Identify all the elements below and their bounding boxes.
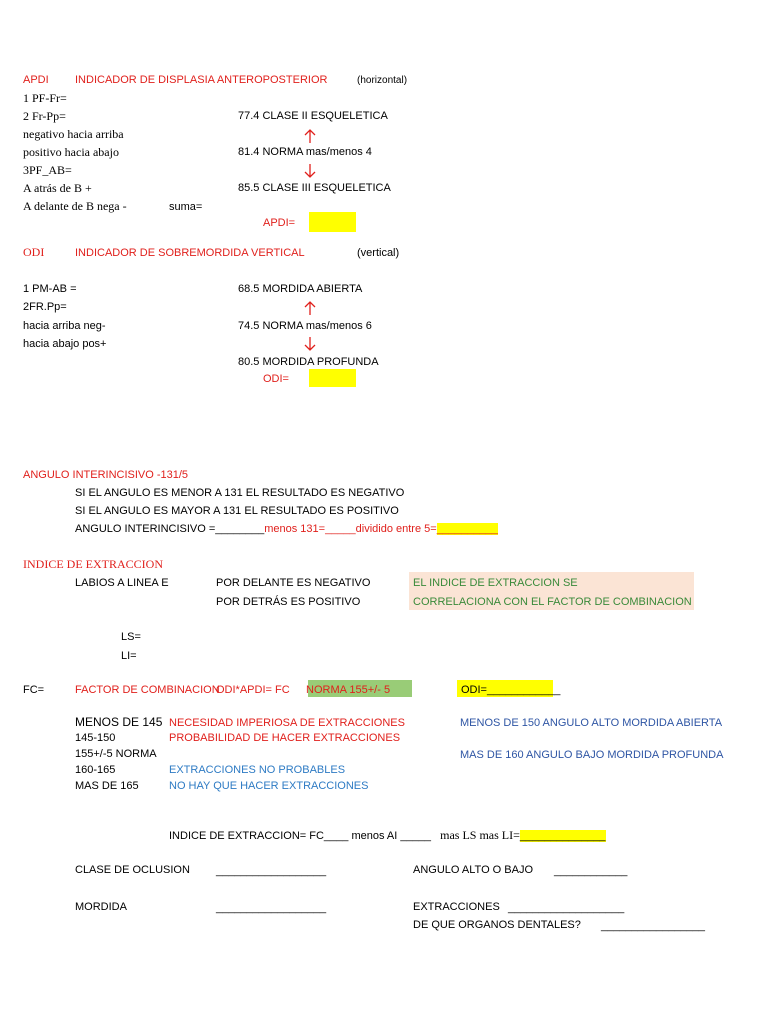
odi-result-label: ODI= [263,373,289,385]
angulo-label: ANGULO ALTO O BAJO [413,864,534,876]
fc-odi-text: ODI=____________ [461,684,561,696]
angulo-line-1: SI EL ANGULO ES MENOR A 131 EL RESULTADO ES NEGATIVO [75,487,405,499]
apdi-orientation: (horizontal) [357,75,408,86]
odi-line-1: 1 PM-AB = [23,283,77,295]
apdi-line-7: A delante de B nega - [23,199,127,213]
angulo-formula [75,522,498,536]
table-range-2: 145-150 [75,732,116,744]
apdi-result-label: APDI= [263,217,296,229]
organos-field[interactable]: _________________ [601,920,706,932]
organos-label: DE QUE ORGANOS DENTALES? [413,919,581,931]
odi-norm-3: 80.5 MORDIDA PROFUNDA [238,356,379,368]
apdi-norm-1: 77.4 CLASE II ESQUELETICA [238,110,388,122]
apdi-line-5: 3PF_AB= [23,163,72,177]
angulo-title: ANGULO INTERINCISIVO -131/5 [23,469,189,481]
arrow-up-icon [302,128,318,144]
angulo-field[interactable]: ____________ [554,865,628,877]
apdi-result-field[interactable] [309,212,356,232]
odi-orientation: (vertical) [357,247,400,259]
table-desc-1: NECESIDAD IMPERIOSA DE EXTRACCIONES [169,717,405,729]
apdi-line-3: negativo hacia arriba [23,127,124,141]
li-label: LI= [121,650,137,662]
indice-note-2: CORRELACIONA CON EL FACTOR DE COMBINACION [413,596,692,608]
table-desc-4: EXTRACCIONES NO PROBABLES [169,764,346,776]
table-range-3: 155+/-5 NORMA [75,748,157,760]
apdi-norm-3: 85.5 CLASE III ESQUELETICA [238,182,391,194]
apdi-line-4: positivo hacia abajo [23,145,119,159]
fc-formula: ODI*APDI= FC [216,684,290,696]
final-result-field[interactable]: ______________ [519,830,606,842]
apdi-suma: suma= [169,201,203,213]
odi-title: INDICADOR DE SOBREMORDIDA VERTICAL [75,247,305,259]
final-formula-b: mas LS mas LI= [440,828,520,842]
apdi-label: APDI [23,74,49,86]
por-delante-text: POR DELANTE ES NEGATIVO [216,577,371,589]
ls-label: LS= [121,631,141,643]
table-range-4: 160-165 [75,764,116,776]
fc-name: FACTOR DE COMBINACION [75,684,220,696]
angle-note-2: MAS DE 160 ANGULO BAJO MORDIDA PROFUNDA [460,749,724,761]
indice-note-1: EL INDICE DE EXTRACCION SE [413,577,578,589]
apdi-title: INDICADOR DE DISPLASIA ANTEROPOSTERIOR [75,74,328,86]
por-detras-text: POR DETRÁS ES POSITIVO [216,596,361,608]
odi-result-field[interactable] [309,369,356,387]
apdi-norm-2: 81.4 NORMA mas/menos 4 [238,146,372,158]
indice-title: INDICE DE EXTRACCION [23,557,163,571]
apdi-line-2: 2 Fr-Pp= [23,109,66,123]
mordida-label: MORDIDA [75,901,127,913]
angulo-formula-a: ANGULO INTERINCISIVO =________ [75,523,265,535]
odi-line-3: hacia arriba neg- [23,320,106,332]
odi-line-4: hacia abajo pos+ [23,338,107,350]
table-range-5: MAS DE 165 [75,780,139,792]
table-range-1: MENOS DE 145 [75,715,163,729]
extracciones-field[interactable]: ___________________ [508,902,625,914]
clase-label: CLASE DE OCLUSION [75,864,190,876]
odi-line-2: 2FR.Pp= [23,301,67,313]
table-desc-2: PROBABILIDAD DE HACER EXTRACCIONES [169,732,401,744]
extracciones-label: EXTRACCIONES [413,901,500,913]
table-desc-5: NO HAY QUE HACER EXTRACCIONES [169,780,369,792]
angulo-formula-b: menos 131=_____dividido entre 5= [264,523,437,535]
angulo-result-field[interactable]: __________ [436,523,498,535]
arrow-up-icon [302,300,318,316]
arrow-down-icon [302,163,318,179]
apdi-line-1: 1 PF-Fr= [23,91,67,105]
odi-norm-1: 68.5 MORDIDA ABIERTA [238,283,363,295]
angle-note-1: MENOS DE 150 ANGULO ALTO MORDIDA ABIERTA [460,717,723,729]
fc-label: FC= [23,684,45,696]
labios-label: LABIOS A LINEA E [75,577,169,589]
odi-norm-2: 74.5 NORMA mas/menos 6 [238,320,372,332]
apdi-line-6: A atrás de B + [23,181,92,195]
odi-label: ODI [23,245,45,259]
angulo-line-2: SI EL ANGULO ES MAYOR A 131 EL RESULTADO ES POSITIVO [75,505,399,517]
mordida-field[interactable]: __________________ [216,902,327,914]
clase-field[interactable]: __________________ [216,865,327,877]
norma-text: NORMA 155+/- 5 [306,684,391,696]
final-formula-a: INDICE DE EXTRACCION= FC____ menos AI _____ [169,830,431,842]
arrow-down-icon [302,336,318,352]
final-formula [169,828,606,843]
